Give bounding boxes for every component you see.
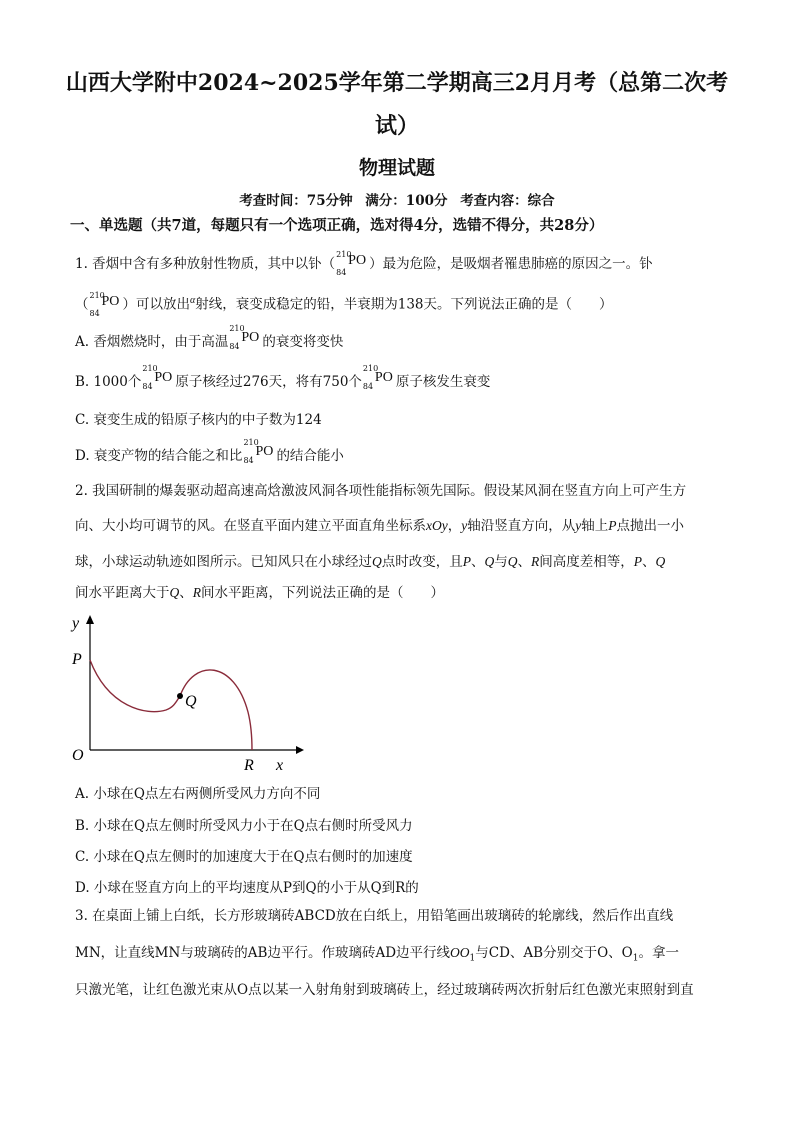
- isotope-mass: 210: [142, 364, 158, 373]
- trajectory-curve: [90, 660, 252, 750]
- trajectory-figure: [66, 612, 306, 776]
- po-isotope: [362, 364, 396, 391]
- po-isotope: [89, 290, 123, 318]
- label-r: R: [244, 757, 254, 772]
- po-isotope: [335, 250, 369, 277]
- exam-title-line1: 山西大学附中2024~2025学年第二学期高三2月月考（总第二次考: [65, 70, 729, 96]
- isotope-symbol: PO: [154, 370, 173, 385]
- isotope-symbol: PO: [255, 444, 274, 459]
- subscript: 1: [469, 953, 476, 964]
- isotope-mass: 210: [229, 324, 245, 333]
- q2-text: 轴沿竖直方向，从: [467, 518, 576, 534]
- q2-option-d[interactable]: D. 小球在竖直方向上的平均速度从P到Q的小于从Q到R的: [75, 880, 419, 896]
- section-heading: 一、单选题（共7道，每题只有一个选项正确，选对得4分，选错不得分，共28分）: [70, 217, 604, 234]
- var-q: Q: [484, 554, 495, 569]
- q2-option-a[interactable]: A. 小球在Q点左右两侧所受风力方向不同: [75, 786, 321, 802]
- q1-text: 射线，衰变成稳定的铅，半衰期为138天。下列说法正确的是（ ）: [195, 296, 613, 313]
- var-oo1: OO: [450, 945, 470, 960]
- subscript: 1: [632, 953, 639, 964]
- q3-line3: 只激光笔，让红色激光束从O点以某一入射角射到玻璃砖上，经过玻璃砖两次折射后红色激光束照射到直: [75, 982, 694, 998]
- q1-line2: [75, 290, 613, 318]
- exam-title-line2: 试）: [374, 113, 419, 139]
- option-text: A. 香烟燃烧时，由于高温: [75, 334, 229, 350]
- q1-option-a[interactable]: [75, 324, 344, 351]
- po-isotope: [242, 438, 276, 465]
- label-x: x: [276, 757, 284, 772]
- coordinate-system: xOy: [426, 518, 448, 533]
- isotope-symbol: PO: [101, 293, 120, 309]
- alpha-symbol: α: [190, 295, 196, 306]
- q2-text: 向、大小均可调节的风。在竖直平面内建立平面直角坐标系: [75, 518, 426, 534]
- q2-line4: [75, 584, 444, 602]
- option-text: 的结合能小: [276, 448, 344, 464]
- q2-text: 、: [471, 554, 485, 570]
- subject-title: 物理试题: [358, 157, 435, 179]
- q2-text: 球，小球运动轨迹如图所示。已知风只在小球经过: [75, 554, 372, 570]
- q2-option-b[interactable]: B. 小球在Q点左侧时所受风力小于在Q点右侧时所受风力: [75, 818, 413, 834]
- option-text: 的衰变将变快: [262, 334, 344, 350]
- isotope-atomic: 84: [89, 308, 100, 318]
- q2-text: 间高度差相等，: [539, 554, 634, 570]
- var-p: P: [608, 518, 617, 533]
- q3-text: 。拿一: [638, 945, 679, 961]
- isotope-symbol: PO: [348, 253, 367, 268]
- isotope-mass: 210: [243, 438, 259, 447]
- q2-option-c[interactable]: C. 小球在Q点左侧时的加速度大于在Q点右侧时的加速度: [75, 849, 413, 865]
- q3-text: MN，让直线MN与玻璃砖的AB边平行。作玻璃砖AD边平行线: [75, 945, 451, 961]
- var-q: Q: [655, 554, 666, 569]
- label-p: P: [72, 651, 82, 668]
- q1-option-c[interactable]: C. 衰变生成的铅原子核内的中子数为124: [75, 412, 322, 428]
- var-q: Q: [169, 585, 180, 600]
- po-isotope: [141, 364, 175, 391]
- exam-content: 考查内容：综合: [460, 193, 555, 209]
- isotope-atomic: 84: [243, 456, 254, 465]
- q2-text: 、: [642, 554, 656, 570]
- q2-text: 点抛出一小: [616, 518, 684, 534]
- exam-time: 考查时间：75分钟: [239, 193, 353, 209]
- q2-text: 间水平距离，下列说法正确的是（ ）: [201, 585, 444, 601]
- isotope-mass: 210: [89, 290, 105, 300]
- q2-text: 与: [494, 554, 508, 570]
- isotope-symbol: PO: [374, 370, 393, 385]
- q1-text: （: [75, 296, 89, 313]
- isotope-atomic: 84: [336, 268, 347, 277]
- option-text: B. 1000个: [75, 374, 142, 390]
- q1-text: ）最为危险，是吸烟者罹患肺癌的原因之一。钋: [369, 256, 653, 272]
- q2-text: ，: [447, 518, 462, 534]
- q3-line2: [75, 944, 679, 968]
- label-o: O: [72, 747, 84, 764]
- isotope-symbol: PO: [241, 330, 260, 345]
- q2-text: 点时改变，且: [381, 554, 463, 570]
- isotope-mass: 210: [336, 250, 352, 259]
- var-p: P: [633, 554, 642, 569]
- q3-line1: 3. 在桌面上铺上白纸，长方形玻璃砖ABCD放在白纸上，用铅笔画出玻璃砖的轮廓线，然后作出直线: [75, 908, 674, 924]
- var-r: R: [531, 554, 540, 569]
- q2-text: 、: [517, 554, 531, 570]
- isotope-atomic: 84: [362, 382, 374, 391]
- q1-option-b[interactable]: [75, 364, 491, 391]
- q1-text: 1. 香烟中含有多种放射性物质，其中以钋（: [75, 256, 336, 272]
- option-text: 原子核发生衰变: [395, 374, 491, 390]
- q1-text: ）可以放出: [122, 296, 190, 313]
- q2-line3: [75, 553, 665, 571]
- q1-line1: [75, 250, 653, 277]
- option-text: 原子核经过276天，将有750个: [175, 374, 362, 390]
- var-r: R: [192, 585, 201, 600]
- isotope-mass: 210: [362, 364, 379, 373]
- var-q: Q: [372, 554, 382, 569]
- q2-text: 间水平距离大于: [75, 585, 170, 601]
- q2-line1: 2. 我国研制的爆轰驱动超高速高焓激波风洞各项性能指标领先国际。假设某风洞在竖直方向上可产生方: [75, 483, 687, 499]
- var-p: P: [462, 554, 471, 569]
- po-isotope: [228, 324, 262, 351]
- trajectory-svg: [66, 612, 306, 772]
- q1-option-d[interactable]: [75, 438, 344, 465]
- label-q: Q: [185, 693, 197, 710]
- var-y: y: [575, 518, 582, 533]
- q2-text: 、: [179, 585, 193, 601]
- y-arrow-icon: [86, 615, 94, 624]
- label-y: y: [72, 615, 80, 632]
- x-arrow-icon: [296, 746, 304, 754]
- exam-meta: [0, 189, 794, 209]
- isotope-atomic: 84: [142, 382, 153, 391]
- point-q: [177, 693, 183, 699]
- q2-text: 轴上: [581, 518, 609, 534]
- q3-text: 与CD、AB分别交于O、O: [475, 945, 633, 961]
- option-text: D. 衰变产物的结合能之和比: [75, 448, 243, 464]
- var-y: y: [461, 518, 468, 533]
- isotope-atomic: 84: [229, 342, 240, 351]
- full-score: 满分：100分: [365, 193, 448, 209]
- q2-line2: [75, 517, 684, 535]
- var-q: Q: [507, 554, 518, 569]
